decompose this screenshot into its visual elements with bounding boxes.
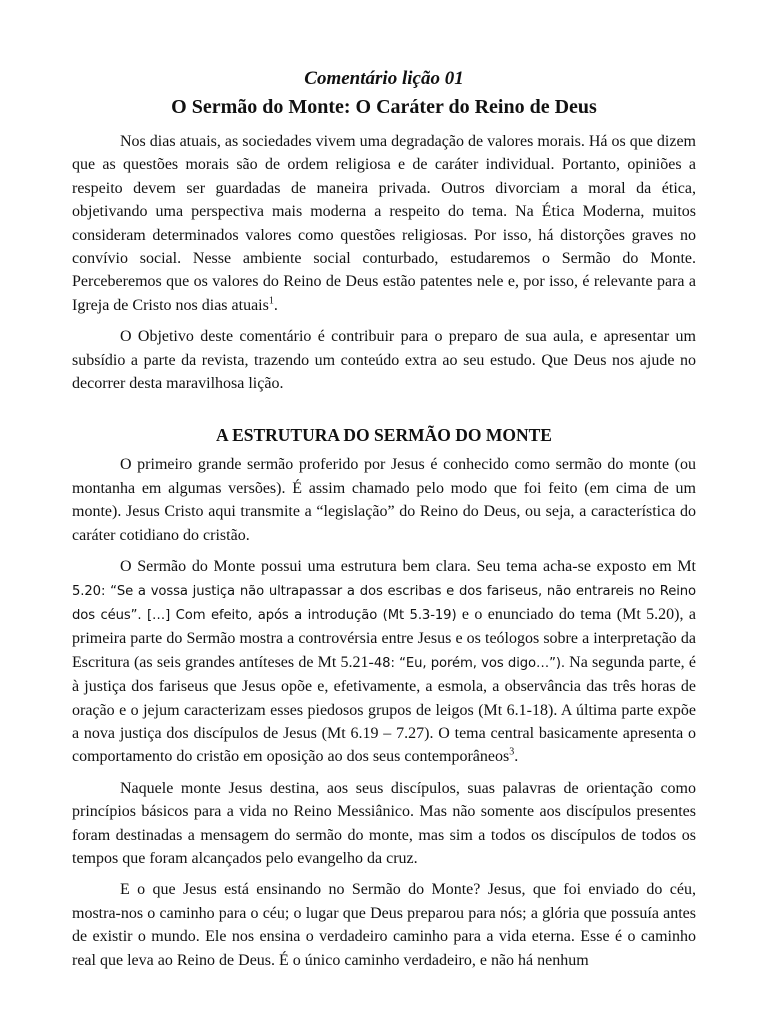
section-heading: A ESTRUTURA DO SERMÃO DO MONTE: [216, 425, 552, 446]
section-paragraph-2-part-b: e o enunciado do tema (Mt 5.20), a primeira parte do Sermão mostra a controvérsia entre Jesus e os teólogos sobre a interpretação da Escritura (as seis grandes antíteses de Mt 5.21-: [72, 605, 697, 671]
section-paragraph-2-part-a: O Sermão do Monte possui uma estrutura bem clara. Seu tema acha-se exposto em Mt: [120, 558, 696, 576]
section-paragraph-2-end: .: [514, 748, 519, 766]
section-paragraph-2-part-c: Na segunda parte, é à justiça dos fariseus que Jesus opõe e, efetivamente, a esmola, a observância das três horas de oração e o jejum caracterizam esses piedosos grupos de leigos (Mt 6.1-18). A última parte expõe a nova justiça dos discípulos de Jesus (Mt 6.19 – 7.27). O tema central basicamente apresenta o comportamento do cristão em oposição ao dos seus contemporâneos: [72, 653, 697, 766]
footnote-ref-1: 1: [268, 295, 274, 307]
quoted-verse-2: 48: “Eu, porém, vos digo…”).: [373, 655, 565, 671]
intro-paragraph-1-end: .: [273, 296, 278, 314]
section-paragraph-1: O primeiro grande sermão proferido por Jesus é conhecido como sermão do monte (ou montanha em algumas versões). É assim chamado pelo modo que foi feito (em cima de um monte). Jesus Cristo aqui transmite a “legislação” do Reino do Deus, ou seja, a característica do caráter cotidiano do cristão.: [72, 456, 696, 544]
intro-paragraph-2: O Objetivo deste comentário é contribuir para o preparo de sua aula, e apresentar um subsídio a parte da revista, trazendo um conteúdo extra ao seu estudo. Que Deus nos ajude no decorrer desta maravilhosa lição.: [72, 328, 696, 393]
intro-paragraph-1-text: Nos dias atuais, as sociedades vivem uma degradação de valores morais. Há os que dizem que as questões morais são de ordem religiosa e de caráter individual. Portanto, opiniões a respeito devem ser guardadas de maneira privada. Outros divorciam a moral da ética, objetivando uma perspectiva mais moderna a respeito do tema. Na Ética Moderna, muitos consideram determinados valores como questões religiosas. Por isso, há distorções graves no convívio social. Nesse ambiente social conturbado, estudaremos o Sermão do Monte. Perceberemos que os valores do Reino de Deus estão patentes nele e, por isso, é relevante para a Igreja de Cristo nos dias atuais: [72, 133, 696, 314]
quoted-verse-1: 5.20: “Se a vossa justiça não ultrapassar a dos escribas e dos fariseus, não entrareis no Reino dos céus”. […] Com efeito, após a introdução (Mt 5.3-19): [72, 583, 696, 623]
section-paragraph-2: [72, 555, 696, 769]
lesson-subtitle: Comentário lição 01: [304, 68, 464, 89]
section-paragraph-4: E o que Jesus está ensinando no Sermão do Monte? Jesus, que foi enviado do céu, mostra-nos o caminho para o céu; o lugar que Deus preparou para nós; a glória que possuía antes de existir o mundo. Ele nos ensina o verdadeiro caminho para a vida eterna. Esse é o caminho real que leva ao Reino de Deus. É o único caminho verdadeiro, e não há nenhum: [72, 881, 696, 969]
intro-paragraph-1: [72, 130, 696, 317]
document-title: O Sermão do Monte: O Caráter do Reino de Deus: [171, 96, 597, 118]
section-paragraph-3: Naquele monte Jesus destina, aos seus discípulos, suas palavras de orientação como princípios básicos para a vida no Reino Messiânico. Mas não somente aos discípulos presentes foram destinadas a mensagem do sermão do monte, mas sim a todos os discípulos de todos os tempos que foram alcançados pelo evangelho da cruz.: [72, 779, 696, 867]
footnote-ref-3: 3: [509, 747, 515, 759]
